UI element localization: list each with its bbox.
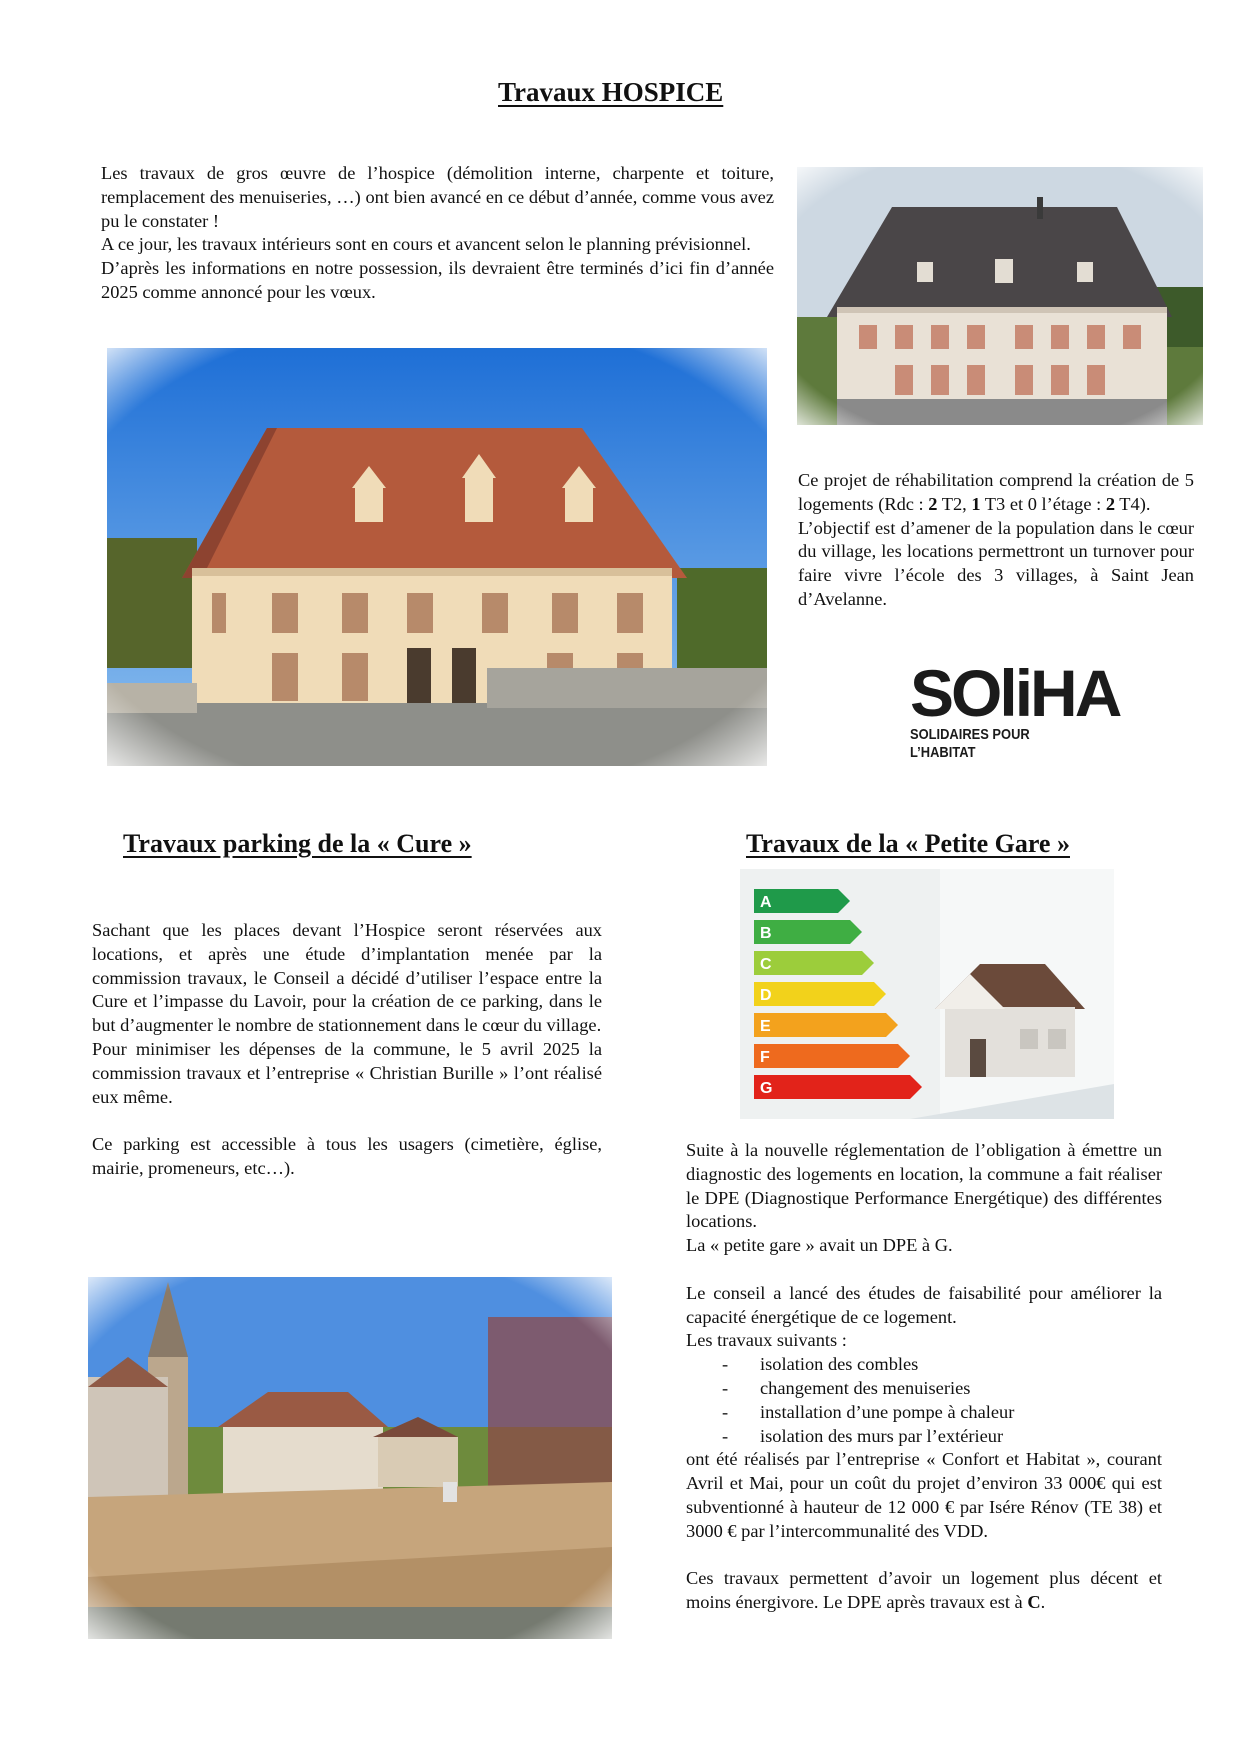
hospice-intro-p1: Les travaux de gros œuvre de l’hospice (démolition interne, charpente et toiture, remplacement des menuiseries, …) ont bien avancé en ce début d’année, comme vous avez pu le constater !: [101, 163, 774, 231]
hospice-projet-p1: Ce projet de réhabilitation comprend la création de 5 logements (Rdc : 2 T2, 1 T3 et 0 l’étage : 2 T4).: [798, 470, 1194, 514]
dpe-letter-d: D: [760, 987, 772, 1004]
dpe-bar-f: [754, 1044, 910, 1068]
dpe-letter-a: A: [760, 894, 772, 911]
dpe-letter-g: G: [760, 1080, 773, 1097]
gare-p1: Suite à la nouvelle réglementation de l’obligation à émettre un diagnostic des logements en location, la commune a fait réaliser le DPE (Diagnostique Performance Energétique) des différentes locations.: [686, 1140, 1162, 1232]
cure-text: [92, 919, 602, 1181]
list-item: - isolation des murs par l’extérieur: [686, 1425, 1162, 1449]
gare-works-list: [686, 1353, 1162, 1448]
gare-p5: ont été réalisés par l’entreprise « Confort et Habitat », courant Avril et Mai, pour un coût du projet d’environ 33 000€ qui est subventionné à hauteur de 12 000 € par Isére Rénov (TE 38) et 3000 € par l’intercommunalité des VDD.: [686, 1449, 1162, 1541]
soliha-logo-text: SOliHA: [910, 656, 1120, 730]
gare-p6: Ces travaux permettent d’avoir un logement plus décent et moins énergivore. Le DPE après travaux est à C.: [686, 1568, 1162, 1613]
dpe-letter-e: E: [760, 1018, 771, 1035]
title-cure: Travaux parking de la « Cure »: [123, 829, 472, 858]
dpe-letter-f: F: [760, 1049, 770, 1066]
hospice-projet-p2: L’objectif est d’amener de la population dans le cœur du village, les locations permettront un turnover pour faire vivre l’école des 3 villages, à Saint Jean d’Avelanne.: [798, 517, 1194, 609]
gare-p4: Les travaux suivants :: [686, 1330, 847, 1351]
hospice-intro: [101, 162, 774, 305]
gare-p2: La « petite gare » avait un DPE à G.: [686, 1235, 953, 1256]
gare-text: [686, 1139, 1162, 1615]
dpe-bar-c: [754, 951, 874, 975]
soliha-logo: [910, 656, 1120, 762]
hospice-projet: [798, 469, 1194, 612]
hospice-photo-after: [107, 348, 767, 766]
hospice-photo-before: [797, 167, 1203, 425]
list-item: - isolation des combles: [686, 1353, 1162, 1377]
dpe-letter-c: C: [760, 956, 772, 973]
dpe-letter-b: B: [760, 925, 772, 942]
title-gare: Travaux de la « Petite Gare »: [746, 829, 1070, 858]
cure-parking-photo: [88, 1277, 612, 1639]
hospice-intro-p3: D’après les informations en notre possession, ils devraient être terminés d’ici fin d’année 2025 comme annoncé pour les vœux.: [101, 258, 774, 302]
dpe-bar-d: [754, 982, 886, 1006]
hospice-intro-p2: A ce jour, les travaux intérieurs sont en cours et avancent selon le planning prévisionnel.: [101, 234, 751, 255]
list-item: - changement des menuiseries: [686, 1377, 1162, 1401]
soliha-logo-subtitle: SOLIDAIRES POUR L’HABITAT: [910, 726, 1030, 761]
dpe-bar-g: [754, 1075, 922, 1099]
gare-p3: Le conseil a lancé des études de faisabilité pour améliorer la capacité énergétique de ce logement.: [686, 1282, 1162, 1327]
list-item: - installation d’une pompe à chaleur: [686, 1401, 1162, 1425]
cure-p2: Pour minimiser les dépenses de la commune, le 5 avril 2025 la commission travaux et l’entreprise « Christian Burille » l’ont réalisé eux même.: [92, 1038, 602, 1107]
cure-p3: Ce parking est accessible à tous les usagers (cimetière, église, mairie, promeneurs, etc…).: [92, 1134, 602, 1178]
cure-p1: Sachant que les places devant l’Hospice seront réservées aux locations, et après une étude d’implantation menée par la commission travaux, le Conseil a décidé d’utiliser l’espace entre la Cure et l’impasse du Lavoir, pour la création de ce parking, dans le but d’augmenter le nombre de stationnement dans le cœur du village.: [92, 920, 602, 1036]
dpe-bar-e: [754, 1013, 898, 1037]
title-hospice: Travaux HOSPICE: [498, 77, 724, 107]
dpe-image: [740, 869, 1114, 1119]
dpe-chart: [740, 869, 1114, 1119]
